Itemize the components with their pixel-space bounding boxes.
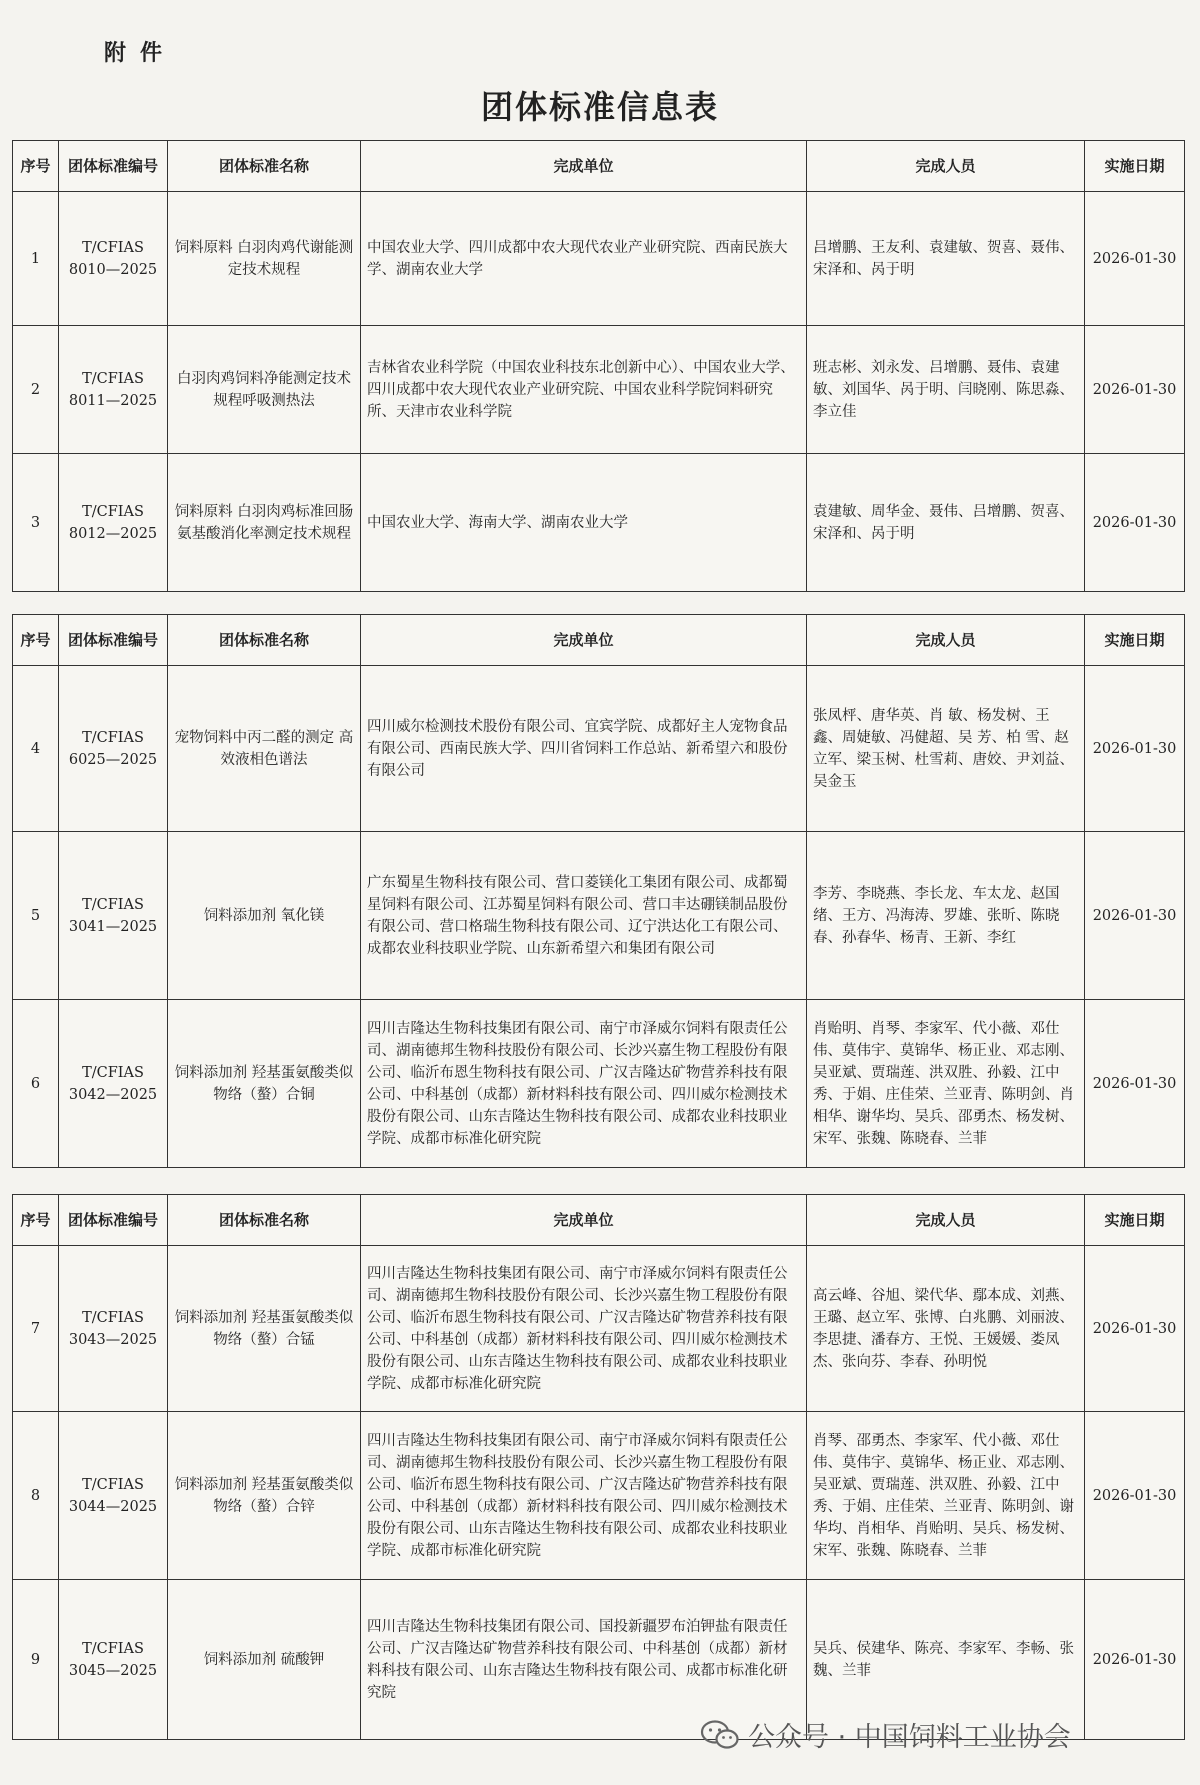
table-row: [13, 1000, 1185, 1168]
header-code: 团体标准编号: [59, 141, 168, 192]
implementation-date: 2026-01-30: [1085, 832, 1185, 1000]
header-name: 团体标准名称: [168, 1195, 361, 1246]
standard-name: 宠物饲料中丙二醛的测定 高效液相色谱法: [168, 666, 361, 832]
table-row: [13, 192, 1185, 326]
implementation-date: 2026-01-30: [1085, 192, 1185, 326]
row-number: 5: [13, 832, 59, 1000]
standard-code: T/CFIAS 3042—2025: [59, 1000, 168, 1168]
standard-name: 饲料添加剂 羟基蛋氨酸类似物络（螯）合铜: [168, 1000, 361, 1168]
completing-units: 四川吉隆达生物科技集团有限公司、南宁市泽威尔饲料有限责任公司、湖南德邦生物科技股份有限公司、长沙兴嘉生物工程股份有限公司、临沂布恩生物科技有限公司、广汉吉隆达矿物营养科技有限公司、中科基创（成都）新材料科技有限公司、四川威尔检测技术股份有限公司、山东吉隆达生物科技有限公司、成都农业科技职业学院、成都市标准化研究院: [361, 1000, 807, 1168]
standards-table-3: [12, 1194, 1185, 1740]
row-number: 6: [13, 1000, 59, 1168]
completing-people: 张凤枰、唐华英、肖 敏、杨发树、王 鑫、周婕敏、冯健超、吴 芳、柏 雪、赵立军、梁玉树、杜雪莉、唐姣、尹刘益、吴金玉: [807, 666, 1085, 832]
table-row: [13, 1412, 1185, 1580]
standard-name: 饲料添加剂 羟基蛋氨酸类似物络（螯）合锌: [168, 1412, 361, 1580]
completing-people: 高云峰、谷旭、梁代华、鄢本成、刘燕、王璐、赵立军、张博、白兆鹏、刘丽波、李思捷、潘春方、王悦、王媛媛、娄凤杰、张向芬、李春、孙明悦: [807, 1246, 1085, 1412]
completing-people: 袁建敏、周华金、聂伟、吕增鹏、贺喜、宋泽和、呙于明: [807, 454, 1085, 592]
table-row: [13, 666, 1185, 832]
standards-table-1: [12, 140, 1185, 592]
wechat-icon: [700, 1719, 740, 1751]
standard-code: T/CFIAS 8010—2025: [59, 192, 168, 326]
header-no: 序号: [13, 141, 59, 192]
completing-people: 吴兵、侯建华、陈亮、李家军、李畅、张魏、兰菲: [807, 1580, 1085, 1740]
standard-code: T/CFIAS 8012—2025: [59, 454, 168, 592]
watermark-text: 公众号 · 中国饲料工业协会: [748, 1722, 1071, 1753]
completing-people: 李芳、李晓燕、李长龙、车太龙、赵国绪、王方、冯海涛、罗雄、张昕、陈晓春、孙春华、杨青、王新、李红: [807, 832, 1085, 1000]
row-number: 9: [13, 1580, 59, 1740]
header-unit: 完成单位: [361, 141, 807, 192]
row-number: 1: [13, 192, 59, 326]
standard-code: T/CFIAS 3044—2025: [59, 1412, 168, 1580]
document-title: 团体标准信息表: [480, 88, 719, 126]
completing-units: 四川吉隆达生物科技集团有限公司、国投新疆罗布泊钾盐有限责任公司、广汉吉隆达矿物营养科技有限公司、中科基创（成都）新材料科技有限公司、山东吉隆达生物科技有限公司、成都市标准化研究院: [361, 1580, 807, 1740]
table-row: [13, 326, 1185, 454]
table-header-row: [13, 615, 1185, 666]
table-row: [13, 1246, 1185, 1412]
standard-name: 饲料添加剂 羟基蛋氨酸类似物络（螯）合锰: [168, 1246, 361, 1412]
completing-units: 吉林省农业科学院（中国农业科技东北创新中心）、中国农业大学、四川成都中农大现代农业产业研究院、中国农业科学院饲料研究所、天津市农业科学院: [361, 326, 807, 454]
header-code: 团体标准编号: [59, 615, 168, 666]
completing-units: 中国农业大学、四川成都中农大现代农业产业研究院、西南民族大学、湖南农业大学: [361, 192, 807, 326]
table-header-row: [13, 1195, 1185, 1246]
row-number: 8: [13, 1412, 59, 1580]
table-row: [13, 454, 1185, 592]
header-unit: 完成单位: [361, 1195, 807, 1246]
standard-name: 白羽肉鸡饲料净能测定技术规程呼吸测热法: [168, 326, 361, 454]
completing-people: 班志彬、刘永发、吕增鹏、聂伟、袁建敏、刘国华、呙于明、闫晓刚、陈思淼、李立佳: [807, 326, 1085, 454]
table-row: [13, 832, 1185, 1000]
wechat-watermark: [700, 1715, 1071, 1754]
header-code: 团体标准编号: [59, 1195, 168, 1246]
standard-name: 饲料原料 白羽肉鸡标准回肠氨基酸消化率测定技术规程: [168, 454, 361, 592]
header-name: 团体标准名称: [168, 615, 361, 666]
header-no: 序号: [13, 615, 59, 666]
standard-code: T/CFIAS 3043—2025: [59, 1246, 168, 1412]
row-number: 3: [13, 454, 59, 592]
standard-code: T/CFIAS 3041—2025: [59, 832, 168, 1000]
implementation-date: 2026-01-30: [1085, 1000, 1185, 1168]
header-unit: 完成单位: [361, 615, 807, 666]
header-people: 完成人员: [807, 141, 1085, 192]
implementation-date: 2026-01-30: [1085, 454, 1185, 592]
header-name: 团体标准名称: [168, 141, 361, 192]
implementation-date: 2026-01-30: [1085, 1412, 1185, 1580]
standard-code: T/CFIAS 3045—2025: [59, 1580, 168, 1740]
completing-units: 广东蜀星生物科技有限公司、营口菱镁化工集团有限公司、成都蜀星饲料有限公司、江苏蜀星饲料有限公司、营口丰达硼镁制品股份有限公司、营口格瑞生物科技有限公司、辽宁洪达化工有限公司、成都农业科技职业学院、山东新希望六和集团有限公司: [361, 832, 807, 1000]
implementation-date: 2026-01-30: [1085, 1246, 1185, 1412]
header-date: 实施日期: [1085, 141, 1185, 192]
header-date: 实施日期: [1085, 1195, 1185, 1246]
completing-people: 肖贻明、肖琴、李家军、代小薇、邓仕伟、莫伟宇、莫锦华、杨正业、邓志刚、吴亚斌、贾瑞莲、洪双胜、孙毅、江中秀、于娟、庄佳荣、兰亚青、陈明剑、肖相华、谢华均、吴兵、邵勇杰、杨发树、宋军、张魏、陈晓春、兰菲: [807, 1000, 1085, 1168]
header-no: 序号: [13, 1195, 59, 1246]
header-people: 完成人员: [807, 1195, 1085, 1246]
completing-people: 肖琴、邵勇杰、李家军、代小薇、邓仕伟、莫伟宇、莫锦华、杨正业、邓志刚、吴亚斌、贾瑞莲、洪双胜、孙毅、江中秀、于娟、庄佳荣、兰亚青、陈明剑、谢华均、肖相华、肖贻明、吴兵、杨发树、宋军、张魏、陈晓春、兰菲: [807, 1412, 1085, 1580]
standards-table-2: [12, 614, 1185, 1168]
standard-name: 饲料添加剂 硫酸钾: [168, 1580, 361, 1740]
attachment-label: 附件: [104, 41, 177, 66]
header-people: 完成人员: [807, 615, 1085, 666]
standard-code: T/CFIAS 8011—2025: [59, 326, 168, 454]
implementation-date: 2026-01-30: [1085, 1580, 1185, 1740]
completing-units: 中国农业大学、海南大学、湖南农业大学: [361, 454, 807, 592]
standard-name: 饲料原料 白羽肉鸡代谢能测定技术规程: [168, 192, 361, 326]
table-header-row: [13, 141, 1185, 192]
row-number: 4: [13, 666, 59, 832]
standard-name: 饲料添加剂 氧化镁: [168, 832, 361, 1000]
completing-people: 吕增鹏、王友利、袁建敏、贺喜、聂伟、宋泽和、呙于明: [807, 192, 1085, 326]
row-number: 7: [13, 1246, 59, 1412]
row-number: 2: [13, 326, 59, 454]
completing-units: 四川威尔检测技术股份有限公司、宜宾学院、成都好主人宠物食品有限公司、西南民族大学、四川省饲料工作总站、新希望六和股份有限公司: [361, 666, 807, 832]
header-date: 实施日期: [1085, 615, 1185, 666]
implementation-date: 2026-01-30: [1085, 666, 1185, 832]
completing-units: 四川吉隆达生物科技集团有限公司、南宁市泽威尔饲料有限责任公司、湖南德邦生物科技股份有限公司、长沙兴嘉生物工程股份有限公司、临沂布恩生物科技有限公司、广汉吉隆达矿物营养科技有限公司、中科基创（成都）新材料科技有限公司、四川威尔检测技术股份有限公司、山东吉隆达生物科技有限公司、成都农业科技职业学院、成都市标准化研究院: [361, 1412, 807, 1580]
standard-code: T/CFIAS 6025—2025: [59, 666, 168, 832]
completing-units: 四川吉隆达生物科技集团有限公司、南宁市泽威尔饲料有限责任公司、湖南德邦生物科技股份有限公司、长沙兴嘉生物工程股份有限公司、临沂布恩生物科技有限公司、广汉吉隆达矿物营养科技有限公司、中科基创（成都）新材料科技有限公司、四川威尔检测技术股份有限公司、山东吉隆达生物科技有限公司、成都农业科技职业学院、成都市标准化研究院: [361, 1246, 807, 1412]
implementation-date: 2026-01-30: [1085, 326, 1185, 454]
